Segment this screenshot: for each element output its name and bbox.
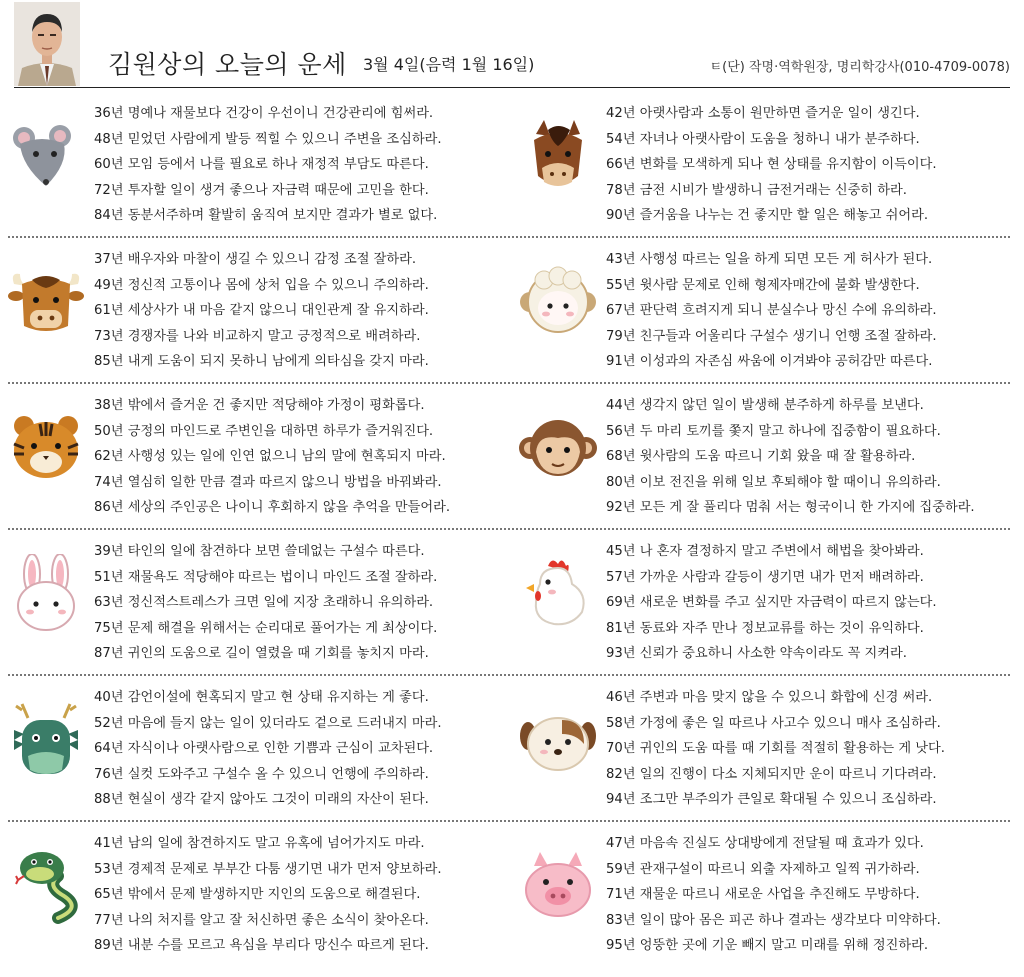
- fortune-line: 76년 실컷 도와주고 구설수 올 수 있으니 언행에 주의하라.: [94, 766, 429, 782]
- zodiac-cell: [0, 530, 510, 676]
- fortune-line: 84년 동분서주하며 활발히 움직여 보지만 결과가 별로 없다.: [94, 208, 438, 223]
- fortune-row: [0, 822, 1024, 968]
- fortune-line: 78년 금전 시비가 발생하니 금전거래는 신중히 하라.: [606, 182, 907, 198]
- fortune-line: 67년 판단력 흐려지게 되니 분실수나 망신 수에 유의하라.: [606, 303, 937, 318]
- fortune-line: 79년 친구들과 어울리다 구설수 생기니 언행 조절 잘하라.: [606, 328, 937, 344]
- fortune-line: 44년 생각지 않던 일이 발생해 분주하게 하루를 보낸다.: [606, 398, 924, 413]
- fortune-line: 47년 마음속 진실도 상대방에게 전달될 때 효과가 있다.: [606, 836, 924, 851]
- fortune-line: 38년 밖에서 즐거운 건 좋지만 적당해야 가정이 평화롭다.: [94, 398, 425, 413]
- snake-icon: [6, 846, 86, 926]
- date-label: 3월 4일(음력 1월 16일): [363, 55, 535, 74]
- ox-icon: [6, 262, 86, 342]
- fortune-line: 49년 정신적 고통이나 몸에 상처 입을 수 있으니 주의하라.: [94, 277, 429, 293]
- fortune-line: 58년 가정에 좋은 일 따르나 사고수 있으니 매사 조심하라.: [606, 715, 941, 731]
- fortune-line: 66년 변화를 모색하게 되나 현 상태를 유지함이 이득이다.: [606, 157, 937, 172]
- zodiac-cell: [512, 384, 1024, 530]
- zodiac-cell: [512, 822, 1024, 968]
- zodiac-cell: [0, 676, 510, 822]
- page-title: 김원상의 오늘의 운세: [108, 50, 347, 79]
- fortune-list: [606, 247, 937, 375]
- fortune-list: [94, 685, 442, 813]
- fortune-list: [94, 393, 450, 521]
- fortune-line: 62년 사행성 있는 일에 인연 없으니 남의 말에 현혹되지 마라.: [94, 449, 446, 464]
- fortune-line: 59년 관재구설이 따르니 외출 자제하고 일찍 귀가하라.: [606, 861, 920, 877]
- fortune-row: [0, 238, 1024, 384]
- fortune-list: [94, 247, 429, 375]
- fortune-line: 42년 아랫사람과 소통이 원만하면 즐거운 일이 생긴다.: [606, 106, 920, 121]
- header: [0, 0, 1024, 92]
- fortune-line: 53년 경제적 문제로 부부간 다툼 생기면 내가 먼저 양보하라.: [94, 861, 442, 877]
- fortune-list: [606, 101, 937, 229]
- sheep-icon: [518, 262, 598, 342]
- fortune-line: 94년 조그만 부주의가 큰일로 확대될 수 있으니 조심하라.: [606, 792, 937, 807]
- fortune-line: 88년 현실이 생각 같지 않아도 그것이 미래의 자산이 된다.: [94, 792, 429, 807]
- fortune-line: 65년 밖에서 문제 발생하지만 지인의 도움으로 해결된다.: [94, 887, 421, 902]
- author-credit: ㅌ(단) 작명·역학원장, 명리학강사(010-4709-0078): [709, 60, 1010, 75]
- zodiac-cell: [512, 238, 1024, 384]
- fortune-line: 75년 문제 해결을 위해서는 순리대로 풀어가는 게 최상이다.: [94, 620, 438, 636]
- fortune-row: [0, 676, 1024, 822]
- zodiac-cell: [0, 384, 510, 530]
- fortune-list: [94, 831, 442, 959]
- fortune-line: 64년 자식이나 아랫사람으로 인한 기쁨과 근심이 교차된다.: [94, 741, 434, 756]
- fortune-line: 87년 귀인의 도움으로 길이 열렸을 때 기회를 놓치지 마라.: [94, 646, 429, 661]
- fortune-line: 73년 경쟁자를 나와 비교하지 말고 긍정적으로 배려하라.: [94, 328, 421, 344]
- zodiac-cell: [512, 92, 1024, 238]
- fortune-line: 69년 새로운 변화를 주고 싶지만 자금력이 따르지 않는다.: [606, 595, 937, 610]
- zodiac-cell: [0, 238, 510, 384]
- fortune-line: 71년 재물운 따르니 새로운 사업을 추진해도 무방하다.: [606, 887, 920, 902]
- fortune-line: 37년 배우자와 마찰이 생길 수 있으니 감정 조절 잘하라.: [94, 252, 417, 267]
- fortune-line: 82년 일의 진행이 다소 지체되지만 운이 따르니 기다려라.: [606, 766, 937, 782]
- fortune-line: 40년 감언이설에 현혹되지 말고 현 상태 유지하는 게 좋다.: [94, 690, 429, 705]
- zodiac-cell: [512, 676, 1024, 822]
- dog-icon: [518, 700, 598, 780]
- fortune-line: 46년 주변과 마음 맞지 않을 수 있으니 화합에 신경 써라.: [606, 690, 933, 705]
- fortune-line: 68년 윗사람의 도움 따르니 기회 왔을 때 잘 활용하라.: [606, 449, 916, 464]
- fortune-line: 93년 신뢰가 중요하니 사소한 약속이라도 꼭 지켜라.: [606, 646, 907, 661]
- fortune-line: 36년 명예나 재물보다 건강이 우선이니 건강관리에 힘써라.: [94, 106, 434, 121]
- fortune-line: 92년 모든 게 잘 풀리다 멈춰 서는 형국이니 한 가지에 집중하라.: [606, 500, 975, 515]
- fortune-line: 83년 일이 많아 몸은 피곤 하나 결과는 생각보다 미약하다.: [606, 912, 941, 928]
- monkey-icon: [518, 408, 598, 488]
- fortune-line: 39년 타인의 일에 참견하다 보면 쓸데없는 구설수 따른다.: [94, 544, 425, 559]
- dragon-icon: [6, 700, 86, 780]
- fortune-line: 74년 열심히 일한 만큼 결과 따르지 않으니 방법을 바꿔봐라.: [94, 474, 442, 490]
- fortune-line: 48년 믿었던 사람에게 발등 찍힐 수 있으니 주변을 조심하라.: [94, 131, 442, 147]
- fortune-line: 86년 세상의 주인공은 나이니 후회하지 않을 추억을 만들어라.: [94, 500, 451, 515]
- fortune-line: 54년 자녀나 아랫사람이 도움을 청하니 내가 분주하다.: [606, 131, 920, 147]
- zodiac-cell: [0, 822, 510, 968]
- rabbit-icon: [6, 554, 86, 634]
- fortune-list: [606, 685, 945, 813]
- fortune-row: [0, 530, 1024, 676]
- zodiac-cell: [0, 92, 510, 238]
- fortune-line: 91년 이성과의 자존심 싸움에 이겨봐야 공허감만 따른다.: [606, 354, 933, 369]
- fortune-line: 80년 이보 전진을 위해 일보 후퇴해야 할 때이니 유의하라.: [606, 474, 941, 490]
- fortune-list: [606, 539, 937, 667]
- tiger-icon: [6, 408, 86, 488]
- fortune-line: 77년 나의 처지를 알고 잘 처신하면 좋은 소식이 찾아온다.: [94, 912, 429, 928]
- fortune-line: 89년 내분 수를 모르고 욕심을 부리다 망신수 따르게 된다.: [94, 938, 429, 953]
- fortune-line: 56년 두 마리 토끼를 쫓지 말고 하나에 집중함이 필요하다.: [606, 423, 941, 439]
- fortune-row: [0, 92, 1024, 238]
- fortune-list: [606, 831, 941, 959]
- zodiac-cell: [512, 530, 1024, 676]
- fortune-line: 50년 긍정의 마인드로 주변인을 대하면 하루가 즐거워진다.: [94, 423, 434, 439]
- fortune-list: [606, 393, 975, 521]
- fortune-line: 81년 동료와 자주 만나 정보교류를 하는 것이 유익하다.: [606, 620, 924, 636]
- fortune-list: [94, 539, 437, 667]
- author-photo: [14, 2, 80, 86]
- fortune-row: [0, 384, 1024, 530]
- fortune-list: [94, 101, 442, 229]
- rat-icon: [6, 116, 86, 196]
- horse-icon: [518, 116, 598, 196]
- fortune-line: 72년 투자할 일이 생겨 좋으나 자금력 때문에 고민을 한다.: [94, 182, 429, 198]
- fortune-line: 57년 가까운 사람과 갈등이 생기면 내가 먼저 배려하라.: [606, 569, 924, 585]
- fortune-line: 90년 즐거움을 나누는 건 좋지만 할 일은 해놓고 쉬어라.: [606, 208, 929, 223]
- fortune-line: 52년 마음에 들지 않는 일이 있더라도 겉으로 드러내지 마라.: [94, 715, 442, 731]
- fortune-line: 55년 윗사람 문제로 인해 형제자매간에 불화 발생한다.: [606, 277, 920, 293]
- fortune-line: 45년 나 혼자 결정하지 말고 주변에서 해법을 찾아봐라.: [606, 544, 924, 559]
- fortune-line: 43년 사행성 따르는 일을 하게 되면 모든 게 허사가 된다.: [606, 252, 933, 267]
- header-divider: [14, 87, 1010, 88]
- fortune-line: 60년 모임 등에서 나를 필요로 하나 재정적 부담도 따른다.: [94, 157, 429, 172]
- fortune-line: 63년 정신적스트레스가 크면 일에 지장 초래하니 유의하라.: [94, 595, 434, 610]
- fortune-grid: [0, 92, 1024, 968]
- fortune-line: 61년 세상사가 내 마음 같지 않으니 대인관계 잘 유지하라.: [94, 303, 429, 318]
- rooster-icon: [518, 554, 598, 634]
- fortune-line: 85년 내게 도움이 되지 못하니 남에게 의타심을 갖지 마라.: [94, 354, 429, 369]
- fortune-line: 41년 남의 일에 참견하지도 말고 유혹에 넘어가지도 마라.: [94, 836, 425, 851]
- fortune-line: 51년 재물욕도 적당해야 따르는 법이니 마인드 조절 잘하라.: [94, 569, 438, 585]
- fortune-line: 70년 귀인의 도움 따를 때 기회를 적절히 활용하는 게 낫다.: [606, 741, 945, 756]
- pig-icon: [518, 846, 598, 926]
- fortune-line: 95년 엉뚱한 곳에 기운 빼지 말고 미래를 위해 정진하라.: [606, 938, 929, 953]
